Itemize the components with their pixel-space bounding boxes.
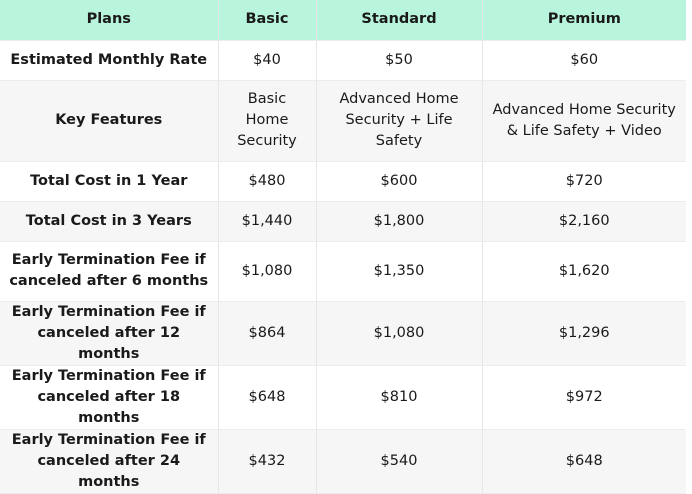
table-row: [0, 80, 686, 161]
table-row: [0, 161, 686, 201]
cell-premium: $60: [482, 40, 686, 80]
cell-standard: $810: [316, 365, 482, 429]
cell-basic: $1,440: [218, 201, 316, 241]
cell-basic: $432: [218, 429, 316, 493]
table-body: [0, 40, 686, 493]
row-label: Early Termination Fee if canceled after 18 months: [0, 365, 218, 429]
table-header: [0, 0, 686, 40]
cell-standard: $1,350: [316, 241, 482, 301]
header-basic: Basic: [218, 0, 316, 40]
cell-standard: $1,080: [316, 301, 482, 365]
table-row: [0, 40, 686, 80]
header-standard: Standard: [316, 0, 482, 40]
row-label: Total Cost in 3 Years: [0, 201, 218, 241]
table-row: [0, 365, 686, 429]
table-row: [0, 429, 686, 493]
cell-basic: $864: [218, 301, 316, 365]
row-label: Total Cost in 1 Year: [0, 161, 218, 201]
table-row: [0, 301, 686, 365]
cell-basic: $648: [218, 365, 316, 429]
cell-basic: Basic Home Security: [218, 80, 316, 161]
cell-premium: $648: [482, 429, 686, 493]
row-label: Estimated Monthly Rate: [0, 40, 218, 80]
cell-premium: $2,160: [482, 201, 686, 241]
cell-premium: $972: [482, 365, 686, 429]
cell-standard: Advanced Home Security + Life Safety: [316, 80, 482, 161]
cell-standard: $1,800: [316, 201, 482, 241]
row-label: Early Termination Fee if canceled after 24 months: [0, 429, 218, 493]
row-label: Early Termination Fee if canceled after 6 months: [0, 241, 218, 301]
header-row: [0, 0, 686, 40]
cell-standard: $50: [316, 40, 482, 80]
header-plans: Plans: [0, 0, 218, 40]
cell-standard: $540: [316, 429, 482, 493]
cell-premium: $1,620: [482, 241, 686, 301]
cell-premium: $720: [482, 161, 686, 201]
cell-basic: $1,080: [218, 241, 316, 301]
cell-premium: $1,296: [482, 301, 686, 365]
cell-premium: Advanced Home Security & Life Safety + Video: [482, 80, 686, 161]
cell-basic: $480: [218, 161, 316, 201]
header-premium: Premium: [482, 0, 686, 40]
table-row: [0, 241, 686, 301]
cell-standard: $600: [316, 161, 482, 201]
cell-basic: $40: [218, 40, 316, 80]
row-label: Early Termination Fee if canceled after 12 months: [0, 301, 218, 365]
row-label: Key Features: [0, 80, 218, 161]
table-row: [0, 201, 686, 241]
